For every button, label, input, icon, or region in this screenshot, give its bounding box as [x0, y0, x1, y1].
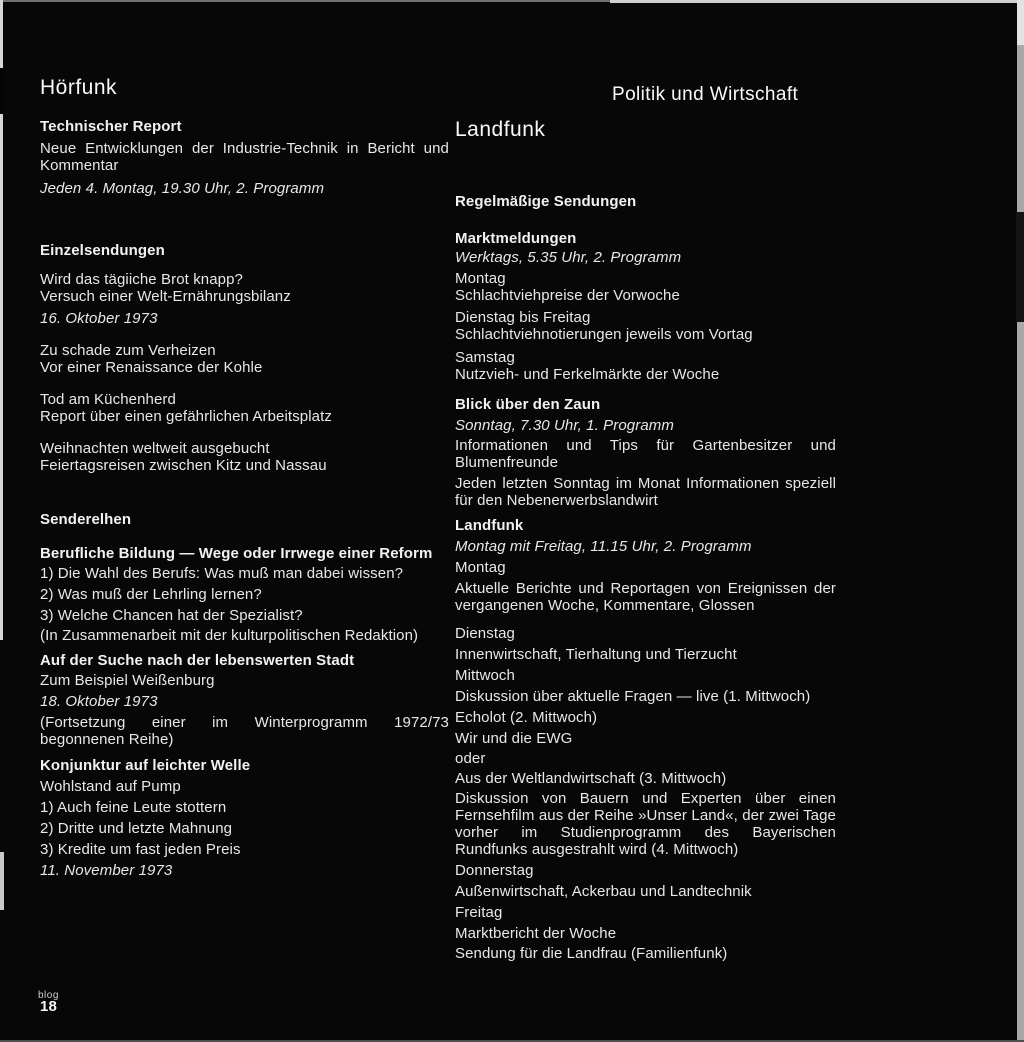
program-title: Marktmeldungen — [455, 230, 577, 247]
schedule-desc: Marktbericht der Woche — [455, 925, 617, 942]
hoerfunk-heading: Hörfunk — [40, 76, 118, 99]
program-date: 11. November 1973 — [40, 862, 173, 879]
schedule-day: Dienstag — [455, 625, 516, 642]
page-footer — [38, 991, 59, 1014]
section-einzelsendungen — [40, 242, 449, 474]
running-head-politik-und-wirtschaft: Politik und Wirtschaft — [612, 84, 799, 105]
schedule-desc: Innenwirtschaft, Tierhaltung und Tierzucht — [455, 646, 737, 663]
program-line: Versuch einer Welt-Ernährungsbilanz — [40, 288, 291, 305]
column-landfunk — [455, 118, 836, 962]
program-desc: Neue Entwicklungen der Industrie-Technik in Bericht und Kommentar — [40, 140, 449, 174]
schedule-desc: Nutzvieh- und Ferkelmärkte der Woche — [455, 366, 720, 383]
schedule-desc: Diskussion über aktuelle Fragen — live (1. Mittwoch) — [455, 688, 811, 705]
program-item — [40, 757, 449, 879]
program-item-blick-ueber-den-zaun — [455, 396, 836, 509]
schedule-desc: Aus der Weltlandwirtschaft (3. Mittwoch) — [455, 770, 727, 787]
program-line: Zum Beispiel Weißenburg — [40, 672, 215, 689]
program-desc: Jeden letzten Sonntag im Monat Informationen speziell für den Nebenerwerbslandwirt — [455, 475, 836, 509]
schedule-desc: Schlachtviehnotierungen jeweils vom Vortag — [455, 326, 753, 343]
schedule-day: Montag — [455, 270, 506, 287]
program-line: 3) Kredite um fast jeden Preis — [40, 841, 241, 858]
program-title: Technischer Report — [40, 118, 182, 135]
program-note: (In Zusammenarbeit mit der kulturpolitischen Redaktion) — [40, 627, 419, 644]
schedule-desc: Schlachtviehpreise der Vorwoche — [455, 287, 680, 304]
program-line: 2) Was muß der Lehrling lernen? — [40, 586, 262, 603]
program-line: Wohlstand auf Pump — [40, 778, 181, 795]
program-line: 1) Die Wahl des Berufs: Was muß man dabei wissen? — [40, 565, 404, 582]
section-sendereihen — [40, 511, 449, 879]
section-header: Senderelhen — [40, 511, 132, 528]
program-line: Report über einen gefährlichen Arbeitsplatz — [40, 408, 332, 425]
program-time: Sonntag, 7.30 Uhr, 1. Programm — [455, 417, 674, 434]
schedule-desc: Diskussion von Bauern und Experten über einen Fernsehfilm aus der Reihe »Unser Land«, der zwei Tage vorher im Studienprogramm des Bayerischen Rundfunks ausgestrahlt wird (4. Mittwoch) — [455, 790, 836, 858]
schedule-day: Samstag — [455, 349, 515, 366]
program-title: Blick über den Zaun — [455, 396, 601, 413]
schedule-desc: Wir und die EWG — [455, 730, 573, 747]
schedule-day: Freitag — [455, 904, 503, 921]
program-date: 16. Oktober 1973 — [40, 310, 158, 327]
program-item-marktmeldungen — [455, 230, 836, 383]
program-title: Berufliche Bildung — Wege oder Irrwege einer Reform — [40, 545, 433, 562]
program-date: 18. Oktober 1973 — [40, 693, 158, 710]
program-line: Weihnachten weltweit ausgebucht — [40, 440, 270, 457]
program-item-landfunk-daily — [455, 517, 836, 962]
program-time: Montag mit Freitag, 11.15 Uhr, 2. Programm — [455, 538, 752, 555]
program-note: (Fortsetzung einer im Winterprogramm 1972/73 begonnenen Reihe) — [40, 714, 449, 748]
program-line: Tod am Küchenherd — [40, 391, 176, 408]
scan-edge-top-left — [0, 0, 610, 2]
program-title: Landfunk — [455, 517, 524, 534]
column-hoerfunk — [40, 76, 449, 879]
landfunk-heading: Landfunk — [455, 118, 546, 141]
program-item — [40, 652, 449, 748]
program-title: Auf der Suche nach der lebenswerten Stadt — [40, 652, 355, 669]
page-number: 18 — [40, 998, 57, 1015]
program-time: Werktags, 5.35 Uhr, 2. Programm — [455, 249, 682, 266]
schedule-desc: Außenwirtschaft, Ackerbau und Landtechnik — [455, 883, 752, 900]
scan-edge-right-top — [1017, 0, 1024, 45]
schedule-desc: Aktuelle Berichte und Reportagen von Ereignissen der vergangenen Woche, Kommentare, Glossen — [455, 580, 836, 614]
schedule-desc: Echolot (2. Mittwoch) — [455, 709, 598, 726]
schedule-day: Dienstag bis Freitag — [455, 309, 591, 326]
section-technischer-report — [40, 118, 449, 197]
watermark: blog — [38, 990, 59, 1001]
program-title: Konjunktur auf leichter Welle — [40, 757, 251, 774]
schedule-desc: Sendung für die Landfrau (Familienfunk) — [455, 945, 728, 962]
scan-edge-right-blotch — [1016, 212, 1024, 322]
section-header: Einzelsendungen — [40, 242, 165, 259]
program-line: 2) Dritte und letzte Mahnung — [40, 820, 233, 837]
schedule-day: Montag — [455, 559, 506, 576]
program-item — [40, 391, 449, 425]
scan-edge-left-gap — [0, 68, 4, 114]
program-item — [40, 440, 449, 474]
scan-edge-top-right — [610, 0, 1024, 3]
program-line: 3) Welche Chancen hat der Spezialist? — [40, 607, 303, 624]
program-line: Wird das tägiiche Brot knapp? — [40, 271, 244, 288]
program-line: 1) Auch feine Leute stottern — [40, 799, 227, 816]
section-header: Regelmäßige Sendungen — [455, 193, 637, 210]
program-item — [40, 545, 449, 644]
program-item — [40, 342, 449, 376]
schedule-day: Donnerstag — [455, 862, 534, 879]
program-item — [40, 271, 449, 327]
program-time: Jeden 4. Montag, 19.30 Uhr, 2. Programm — [40, 180, 325, 197]
schedule-desc: oder — [455, 750, 486, 767]
program-line: Vor einer Renaissance der Kohle — [40, 359, 263, 376]
program-line: Feiertagsreisen zwischen Kitz und Nassau — [40, 457, 327, 474]
program-desc: Informationen und Tips für Gartenbesitzer und Blumenfreunde — [455, 437, 836, 471]
schedule-day: Mittwoch — [455, 667, 515, 684]
program-line: Zu schade zum Verheizen — [40, 342, 216, 359]
scan-edge-left-blotch — [0, 852, 4, 910]
scan-edge-right — [1017, 0, 1024, 1042]
